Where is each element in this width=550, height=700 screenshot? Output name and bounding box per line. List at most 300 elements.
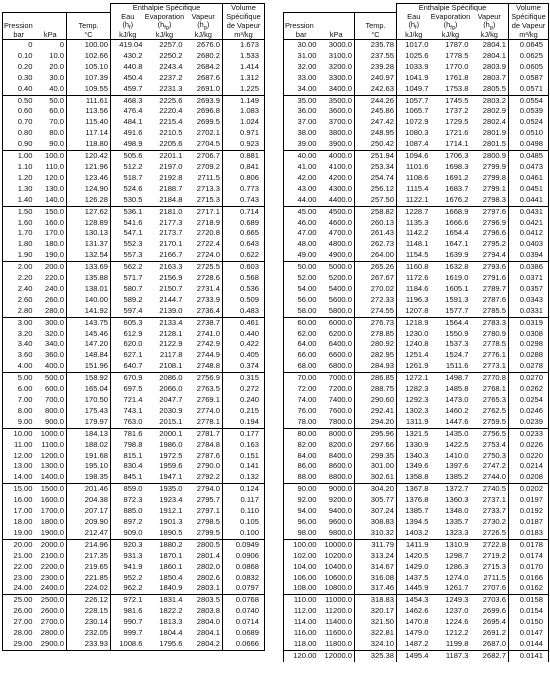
enthalpy-evaporation-cell: 1261.7 xyxy=(431,583,471,594)
specific-volume-cell: 1.414 xyxy=(223,62,265,73)
enthalpy-vapour-cell: 2687.0 xyxy=(471,639,509,650)
table-row xyxy=(284,250,549,261)
table-row xyxy=(3,106,265,117)
pressure-kpa-cell: 800.0 xyxy=(35,406,67,417)
table-row xyxy=(3,406,265,417)
pressure-kpa-cell: 100.0 xyxy=(35,151,67,162)
table-row xyxy=(284,484,549,495)
table-row xyxy=(3,472,265,483)
pressure-bar-cell: 88.00 xyxy=(284,472,319,483)
temperature-cell: 212.47 xyxy=(67,528,111,539)
enthalpy-vapour-cell: 2726.5 xyxy=(471,528,509,539)
temperature-cell: 308.83 xyxy=(355,517,397,528)
enthalpy-water-cell: 484.1 xyxy=(123,117,143,127)
pressure-bar-cell: 90.00 xyxy=(284,484,319,495)
enthalpy-vapour-cell: 2802.0 xyxy=(185,562,223,573)
enthalpy-evaporation-cell: 1212.2 xyxy=(445,628,469,638)
pressure-bar-cell: 4.00 xyxy=(3,361,35,372)
enthalpy-water-cell: 1041.9 xyxy=(405,72,429,82)
pressure-kpa-cell: 10400.0 xyxy=(319,562,355,573)
enthalpy-vapour-cell: 2799.8 xyxy=(471,173,509,184)
enthalpy-water-cell: 781.6 xyxy=(123,428,143,438)
pressure-kpa-cell: 50.0 xyxy=(35,95,67,106)
pressure-kpa-cell: 180.0 xyxy=(35,239,67,250)
enthalpy-vapour-cell: 2691.0 xyxy=(185,84,223,95)
pressure-kpa-cell: 5800.0 xyxy=(319,306,355,317)
table-row xyxy=(284,384,549,395)
enthalpy-water-cell: 1115.4 xyxy=(406,183,429,193)
table-row xyxy=(284,139,549,150)
enthalpy-vapour-cell: 2802.6 xyxy=(185,573,223,584)
enthalpy-water-cell: 1184.6 xyxy=(405,283,429,293)
pressure-bar-cell: 8.00 xyxy=(3,406,35,417)
table-row xyxy=(3,295,265,306)
pressure-bar-cell: 27.00 xyxy=(3,617,35,628)
enthalpy-vapour-cell: 2801.9 xyxy=(471,128,509,139)
temperature-cell: 299.35 xyxy=(355,451,397,462)
table-row xyxy=(3,539,265,550)
specific-volume-cell: 0.0147 xyxy=(509,628,549,639)
pressure-bar-cell: 1.10 xyxy=(3,162,35,173)
hfg-symbol: $(h_{fg})$ xyxy=(157,21,172,31)
enthalpy-vapour-cell: 2795.7 xyxy=(185,495,223,506)
enthalpy-vapour-cell: 2704.5 xyxy=(185,139,223,150)
specific-volume-cell: 0.0431 xyxy=(509,206,549,217)
enthalpy-vapour-cell: 2794.0 xyxy=(185,484,223,495)
pressure-bar-cell: 3.20 xyxy=(3,329,35,340)
enthalpy-vapour-cell: 2687.6 xyxy=(185,73,223,84)
temperature-cell: 107.39 xyxy=(67,73,111,84)
enthalpy-vapour-cell: 2693.9 xyxy=(185,95,223,106)
pressure-kpa-cell: 10200.0 xyxy=(319,551,355,562)
enthalpy-vapour-cell: 2804.0 xyxy=(185,617,223,628)
enthalpy-water-cell: 1302.3 xyxy=(405,405,429,415)
enthalpy-water-cell: 1330.9 xyxy=(405,439,429,449)
enthalpy-water-cell: 1411.9 xyxy=(405,539,429,549)
pressure-kpa-cell: 2000.0 xyxy=(35,539,67,550)
pressure-bar-cell: 2.00 xyxy=(3,262,35,273)
table-row xyxy=(284,583,549,594)
pressure-bar-cell: 20.00 xyxy=(3,539,35,550)
temperature-cell: 138.01 xyxy=(67,284,111,295)
enthalpy-evaporation-cell: 2188.7 xyxy=(159,183,183,193)
pressure-bar-cell: 100.00 xyxy=(284,539,319,550)
pressure-bar-cell: 24.00 xyxy=(3,583,35,594)
enthalpy-water-cell: 990.7 xyxy=(123,617,143,627)
pressure-bar-cell: 0.20 xyxy=(3,62,35,73)
volume-header-3: de Vapeur xyxy=(509,21,549,31)
pressure-bar-cell: 108.00 xyxy=(284,583,319,594)
pressure-kpa-cell: 260.0 xyxy=(35,295,67,306)
specific-volume-cell: 1.083 xyxy=(223,106,265,117)
temperature-cell: 233.93 xyxy=(67,639,111,650)
temperature-cell: 262.73 xyxy=(355,239,397,250)
temperature-cell: 105.10 xyxy=(67,62,111,73)
table-row xyxy=(284,406,549,417)
table-row xyxy=(3,73,265,84)
pressure-kpa-cell: 40.0 xyxy=(35,84,67,95)
enthalpy-evaporation-cell: 1804.4 xyxy=(159,628,183,638)
enthalpy-vapour-cell: 2768.1 xyxy=(471,384,509,395)
specific-volume-cell: 0.0473 xyxy=(509,162,549,173)
enthalpy-vapour-cell: 2804.1 xyxy=(471,51,509,62)
specific-volume-cell: 0.0357 xyxy=(509,284,549,295)
enthalpy-vapour-cell: 2803.7 xyxy=(471,73,509,84)
enthalpy-vapour-cell: 2763.5 xyxy=(185,384,223,395)
enthalpy-evaporation-cell: 1511.6 xyxy=(431,361,471,372)
enthalpy-water-cell: 1479.0 xyxy=(405,628,429,638)
enthalpy-vapour-cell: 2728.6 xyxy=(185,273,223,284)
pressure-kpa-cell: 4100.0 xyxy=(319,162,355,173)
pressure-kpa-cell: 7600.0 xyxy=(319,406,355,417)
enthalpy-vapour-cell: 2802.9 xyxy=(471,106,509,117)
table-row xyxy=(3,461,265,472)
pressure-kpa-cell: 1900.0 xyxy=(35,528,67,539)
pressure-kpa-cell: 9400.0 xyxy=(319,506,355,517)
pressure-kpa-cell: 130.0 xyxy=(35,184,67,195)
enthalpy-vapour-cell: 2722.8 xyxy=(471,539,509,550)
pressure-bar-cell: 44.00 xyxy=(284,195,319,206)
enthalpy-vapour-cell: 2696.8 xyxy=(185,106,223,117)
pressure-kpa-cell: 700.0 xyxy=(35,395,67,406)
table-row xyxy=(284,184,549,195)
specific-volume-cell: 1.533 xyxy=(223,51,265,62)
enthalpy-water-cell: 557.3 xyxy=(111,250,145,261)
pressure-bar-cell: 38.00 xyxy=(284,128,319,139)
enthalpy-evaporation-cell: 1577.7 xyxy=(431,306,471,317)
pressure-kpa-cell: 1100.0 xyxy=(35,440,67,451)
enthalpy-vapour-cell: 2780.9 xyxy=(471,329,509,340)
specific-volume-cell: 0.240 xyxy=(223,395,265,406)
table-row xyxy=(3,128,265,139)
table-row xyxy=(3,284,265,295)
pressure-kpa-cell: 60.0 xyxy=(35,106,67,117)
temperature-cell: 257.50 xyxy=(355,195,397,206)
temperature-cell: 124.90 xyxy=(67,184,111,195)
table-row xyxy=(284,95,549,106)
enthalpy-evaporation-cell: 1397.6 xyxy=(445,461,469,471)
table-row xyxy=(284,440,549,451)
specific-volume-cell: 0.0183 xyxy=(509,528,549,539)
enthalpy-vapour-cell: 2793.6 xyxy=(471,262,509,273)
specific-volume-cell: 0.374 xyxy=(223,361,265,372)
pressure-kpa-cell: 320.0 xyxy=(35,329,67,340)
enthalpy-evaporation-cell: 1721.6 xyxy=(445,128,469,138)
pressure-bar-cell: 35.00 xyxy=(284,95,319,106)
enthalpy-water-cell: 1230.0 xyxy=(405,328,429,338)
enthalpy-evaporation-cell: 1473.0 xyxy=(445,395,469,404)
specific-volume-cell: 0.971 xyxy=(223,128,265,139)
temperature-cell: 282.95 xyxy=(355,350,397,361)
enthalpy-water-cell: 530.5 xyxy=(111,195,145,206)
pressure-bar-cell: 104.00 xyxy=(284,562,319,573)
specific-volume-cell: 0.0510 xyxy=(509,128,549,139)
enthalpy-water-cell: 476.4 xyxy=(123,106,143,116)
pressure-bar-cell: 13.00 xyxy=(3,461,35,472)
enthalpy-water-cell: 1251.4 xyxy=(405,350,429,360)
pressure-kpa-cell: 9800.0 xyxy=(319,528,355,539)
specific-volume-cell: 0.923 xyxy=(223,139,265,150)
enthalpy-water-cell: 571.7 xyxy=(123,273,143,283)
enthalpy-evaporation-cell: 1550.9 xyxy=(445,328,469,338)
specific-volume-cell: 0.0906 xyxy=(223,551,265,562)
enthalpy-vapour-cell: 2784.8 xyxy=(185,440,223,451)
specific-volume-cell: 0.0498 xyxy=(509,139,549,150)
temperature-cell: 145.46 xyxy=(67,329,111,340)
specific-volume-cell: 0.0162 xyxy=(509,583,549,594)
enthalpy-vapour-cell: 2765.3 xyxy=(471,395,509,406)
volume-unit: m³/kg xyxy=(223,31,265,40)
pressure-kpa-cell: 3000.0 xyxy=(319,40,355,51)
table-row xyxy=(284,73,549,84)
enthalpy-vapour-cell: 2680.2 xyxy=(185,51,223,62)
enthalpy-evaporation-cell: 1286.3 xyxy=(445,561,469,571)
pressure-bar-cell: 31.00 xyxy=(284,51,319,62)
temperature-cell: 305.77 xyxy=(355,495,397,506)
temperature-cell: 143.75 xyxy=(67,317,111,328)
pressure-bar-cell: 1.40 xyxy=(3,195,35,206)
temperature-cell: 247.42 xyxy=(355,117,397,128)
enthalpy-evaporation-cell: 1753.8 xyxy=(431,84,471,95)
enthalpy-vapour-cell: 2699.5 xyxy=(185,117,223,128)
hf-symbol: $(h_f)$ xyxy=(111,21,145,31)
kpa-unit: kPa xyxy=(319,31,355,40)
enthalpy-vapour-cell: 2785.5 xyxy=(471,306,509,317)
temperature-cell: 130.13 xyxy=(67,228,111,239)
pressure-bar-cell: 0.10 xyxy=(3,51,35,62)
pressure-bar-cell: 5.00 xyxy=(3,373,35,384)
pressure-bar-cell: 0.40 xyxy=(3,84,35,95)
pressure-kpa-cell: 9000.0 xyxy=(319,484,355,495)
hfg-unit: kJ/kg xyxy=(145,31,185,40)
table-row xyxy=(3,218,265,229)
pressure-bar-cell: 0 xyxy=(3,40,35,51)
specific-volume-cell: 0.714 xyxy=(223,206,265,217)
specific-volume-cell: 0.0174 xyxy=(509,551,549,562)
enthalpy-vapour-cell: 2804.2 xyxy=(185,639,223,650)
table-row xyxy=(284,573,549,584)
enthalpy-water-cell: 1349.6 xyxy=(405,461,429,471)
enthalpy-vapour-cell: 2759.5 xyxy=(471,417,509,428)
enthalpy-evaporation-cell: 1323.3 xyxy=(431,528,471,539)
enthalpy-evaporation-cell: 1683.7 xyxy=(445,183,469,193)
specific-volume-cell: 0.0262 xyxy=(509,384,549,395)
enthalpy-evaporation-cell: 1972.5 xyxy=(159,450,183,460)
temperature-cell: 288.75 xyxy=(355,384,397,395)
temperature-cell: 131.37 xyxy=(67,239,111,250)
pressure-bar-cell: 102.00 xyxy=(284,551,319,562)
enthalpy-vapour-cell: 2717.1 xyxy=(185,206,223,217)
steam-table-left xyxy=(2,3,265,651)
enthalpy-water-cell: 743.1 xyxy=(123,405,143,415)
pressure-bar-cell: 19.00 xyxy=(3,528,35,539)
pressure-kpa-cell: 2300.0 xyxy=(35,573,67,584)
specific-volume-cell: 0.0214 xyxy=(509,461,549,472)
specific-volume-cell: 0.0797 xyxy=(223,583,265,594)
pressure-kpa-cell: 3800.0 xyxy=(319,128,355,139)
temperature-cell: 191.68 xyxy=(67,451,111,462)
enthalpy-evaporation-cell: 2144.7 xyxy=(159,294,183,304)
pressure-bar-cell: 1.70 xyxy=(3,228,35,239)
specific-volume-cell: 0.194 xyxy=(223,417,265,428)
enthalpy-vapour-cell: 2795.2 xyxy=(471,239,509,250)
enthalpy-vapour-cell: 2756.5 xyxy=(471,428,509,439)
temperature-cell: 226.12 xyxy=(67,595,111,606)
enthalpy-water-cell: 845.1 xyxy=(111,472,145,483)
table-row xyxy=(3,184,265,195)
enthalpy-vapour-cell: 2741.0 xyxy=(185,329,223,340)
table-row xyxy=(284,206,549,217)
hf-unit: kJ/kg xyxy=(397,31,431,40)
enthalpy-vapour-cell: 2733.9 xyxy=(185,295,223,306)
pressure-kpa-cell: 150.0 xyxy=(35,206,67,217)
enthalpy-vapour-cell: 2776.1 xyxy=(471,350,509,361)
specific-volume-cell: 0.0740 xyxy=(223,606,265,617)
specific-volume-cell: 0.0768 xyxy=(223,595,265,606)
hg-symbol: $(h_g)$ xyxy=(185,21,223,31)
table-row xyxy=(3,617,265,628)
enthalpy-evaporation-cell: 1360.3 xyxy=(445,495,469,505)
table-row xyxy=(284,451,549,462)
enthalpy-vapour-cell: 2750.3 xyxy=(471,451,509,462)
specific-volume-cell: 0.461 xyxy=(223,317,265,328)
specific-volume-cell: 0.0587 xyxy=(509,73,549,84)
enthalpy-evaporation-cell: 1714.1 xyxy=(431,139,471,150)
enthalpy-vapour-cell: 2682.7 xyxy=(471,650,509,661)
pressure-kpa-cell: 8200.0 xyxy=(319,440,355,451)
pressure-bar-cell: 98.00 xyxy=(284,528,319,539)
enthalpy-water-cell: 1403.2 xyxy=(397,528,431,539)
temp-unit: °C xyxy=(355,31,397,40)
pressure-kpa-cell: 3400.0 xyxy=(319,84,355,95)
temperature-cell: 251.94 xyxy=(355,151,397,162)
pressure-bar-cell: 70.00 xyxy=(284,373,319,384)
pressure-bar-cell: 62.00 xyxy=(284,329,319,340)
enthalpy-evaporation-cell: 2000.1 xyxy=(159,428,183,438)
hf-unit: kJ/kg xyxy=(111,31,145,40)
table-row xyxy=(3,373,265,384)
enthalpy-water-cell: 859.0 xyxy=(123,484,143,494)
temperature-cell: 276.73 xyxy=(355,317,397,328)
pressure-bar-cell: 1.80 xyxy=(3,239,35,250)
enthalpy-evaporation-cell: 1237.0 xyxy=(445,606,469,616)
enthalpy-water-cell: 909.0 xyxy=(111,528,145,539)
table-row xyxy=(3,306,265,317)
enthalpy-evaporation-cell: 1310.9 xyxy=(445,539,469,549)
enthalpy-vapour-cell: 2803.2 xyxy=(471,95,509,106)
pressure-kpa-cell: 1500.0 xyxy=(35,484,67,495)
enthalpy-evaporation-cell: 1761.8 xyxy=(445,72,469,82)
temperature-cell: 320.17 xyxy=(355,606,397,617)
pressure-kpa-cell: 11800.0 xyxy=(319,639,355,650)
pressure-kpa-cell: 1200.0 xyxy=(35,451,67,462)
temperature-cell: 318.83 xyxy=(355,595,397,606)
temperature-cell: 245.86 xyxy=(355,106,397,117)
enthalpy-water-cell: 620.0 xyxy=(123,339,143,349)
enthalpy-evaporation-cell: 1639.9 xyxy=(431,250,471,261)
pressure-kpa-cell: 0 xyxy=(35,40,67,51)
table-row xyxy=(3,273,265,284)
temperature-cell: 302.61 xyxy=(355,472,397,483)
pressure-bar-cell: 52.00 xyxy=(284,273,319,284)
pressure-bar-cell: 114.00 xyxy=(284,617,319,628)
pressure-kpa-cell: 5200.0 xyxy=(319,273,355,284)
enthalpy-evaporation-cell: 1870.1 xyxy=(159,550,183,560)
pressure-bar-cell: 18.00 xyxy=(3,517,35,528)
pression-header: Pression xyxy=(284,21,355,31)
temperature-cell: 304.20 xyxy=(355,484,397,495)
enthalpy-vapour-cell: 2719.2 xyxy=(471,551,509,562)
temperature-cell: 248.95 xyxy=(355,128,397,139)
enthalpy-water-cell: 941.9 xyxy=(123,561,143,571)
pressure-kpa-cell: 7200.0 xyxy=(319,384,355,395)
enthalpy-water-cell: 518.7 xyxy=(123,172,143,182)
specific-volume-cell: 0.0625 xyxy=(509,51,549,62)
table-row xyxy=(3,517,265,528)
table-row xyxy=(284,239,549,250)
enthalpy-vapour-cell: 2722.4 xyxy=(185,239,223,250)
enthalpy-water-cell: 1272.1 xyxy=(405,373,429,383)
enthalpy-water-cell: 1367.8 xyxy=(405,484,429,494)
specific-volume-cell: 0.440 xyxy=(223,329,265,340)
enthalpy-water-cell: 1228.7 xyxy=(405,206,429,216)
enthalpy-evaporation-cell: 1447.6 xyxy=(431,417,471,428)
temperature-cell: 316.08 xyxy=(355,573,397,584)
enthalpy-evaporation-cell: 2250.2 xyxy=(159,50,183,60)
pressure-kpa-cell: 140.0 xyxy=(35,195,67,206)
enthalpy-evaporation-cell: 1274.0 xyxy=(445,572,469,582)
enthalpy-water-cell: 1154.5 xyxy=(397,250,431,261)
pressure-bar-cell: 42.00 xyxy=(284,173,319,184)
specific-volume-cell: 0.0524 xyxy=(509,117,549,128)
enthalpy-evaporation-cell: 2215.4 xyxy=(159,117,183,127)
pressure-kpa-cell: 6400.0 xyxy=(319,339,355,350)
temperature-cell: 244.26 xyxy=(355,95,397,106)
pressure-bar-cell: 11.00 xyxy=(3,440,35,451)
temperature-cell: 284.93 xyxy=(355,361,397,372)
pressure-bar-cell: 9.00 xyxy=(3,417,35,428)
table-row xyxy=(3,562,265,573)
table-row xyxy=(3,639,265,650)
specific-volume-cell: 0.0288 xyxy=(509,350,549,361)
table-row xyxy=(3,206,265,217)
enthalpy-water-cell: 1429.0 xyxy=(405,561,429,571)
pressure-kpa-cell: 12000.0 xyxy=(319,650,355,661)
enthalpy-water-cell: 1033.9 xyxy=(405,61,429,71)
pressure-bar-cell: 84.00 xyxy=(284,451,319,462)
temperature-cell: 237.55 xyxy=(355,51,397,62)
table-row xyxy=(284,151,549,162)
pressure-kpa-cell: 300.0 xyxy=(35,317,67,328)
evaporation-header: Evaporation xyxy=(430,12,471,21)
temperature-cell: 294.20 xyxy=(355,417,397,428)
table-row xyxy=(3,606,265,617)
enthalpy-water-cell: 1240.8 xyxy=(405,339,429,349)
table-row xyxy=(284,106,549,117)
pressure-bar-cell: 47.00 xyxy=(284,228,319,239)
enthalpy-evaporation-cell: 2197.0 xyxy=(159,161,183,171)
pressure-bar-cell: 28.00 xyxy=(3,628,35,639)
pressure-kpa-cell: 360.0 xyxy=(35,350,67,361)
enthalpy-water-cell: 1437.5 xyxy=(405,572,429,582)
enthalpy-vapour-cell: 2802.4 xyxy=(471,117,509,128)
enthalpy-evaporation-cell: 2047.7 xyxy=(159,395,183,404)
table-row xyxy=(284,539,549,550)
enthalpy-evaporation-cell: 1348.0 xyxy=(445,506,469,516)
temperature-cell: 204.38 xyxy=(67,495,111,506)
specific-volume-cell: 0.806 xyxy=(223,173,265,184)
bar-unit: bar xyxy=(3,31,35,40)
